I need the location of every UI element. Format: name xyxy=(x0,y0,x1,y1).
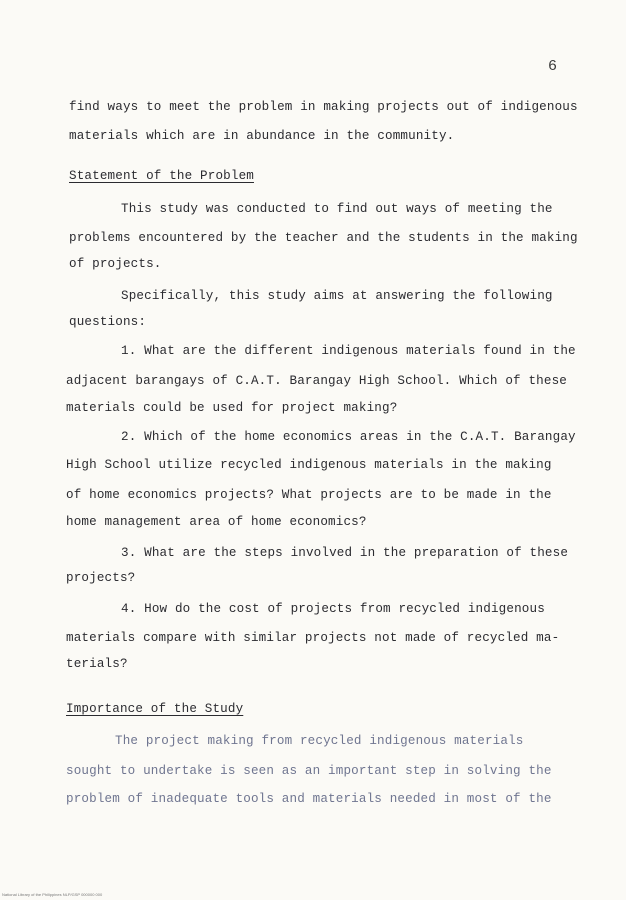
archive-footer: National Library of the Philippines NLP/GSP 000000 000 xyxy=(2,892,103,897)
question-line: materials compare with similar projects not made of recycled ma- xyxy=(66,631,560,645)
section-heading-importance: Importance of the Study xyxy=(66,702,244,716)
paragraph-line: sought to undertake is seen as an important step in solving the xyxy=(66,764,552,778)
question-line: High School utilize recycled indigenous materials in the making xyxy=(66,458,552,472)
question-line: adjacent barangays of C.A.T. Barangay High School. Which of these xyxy=(66,374,567,388)
section-heading-statement: Statement of the Problem xyxy=(69,169,254,183)
paragraph-line: Specifically, this study aims at answering the following xyxy=(121,289,553,303)
paragraph-line: problems encountered by the teacher and the students in the making xyxy=(69,231,578,245)
paragraph-line: of projects. xyxy=(69,257,162,271)
paragraph-line: This study was conducted to find out ways of meeting the xyxy=(121,202,553,216)
paragraph-line: problem of inadequate tools and materials needed in most of the xyxy=(66,792,552,806)
question-line: of home economics projects? What projects are to be made in the xyxy=(66,488,552,502)
question-line: 3. What are the steps involved in the preparation of these xyxy=(121,546,569,560)
paragraph-line: questions: xyxy=(69,315,147,329)
question-line: terials? xyxy=(66,657,128,671)
question-line: 4. How do the cost of projects from recycled indigenous xyxy=(121,602,545,616)
question-line: projects? xyxy=(66,571,136,585)
paragraph-line: The project making from recycled indigenous materials xyxy=(115,734,524,748)
page-number: 6 xyxy=(548,58,558,75)
question-line: 2. Which of the home economics areas in the C.A.T. Barangay xyxy=(121,430,576,444)
question-line: materials could be used for project making? xyxy=(66,401,398,415)
paragraph-line: materials which are in abundance in the community. xyxy=(69,129,455,143)
paragraph-line: find ways to meet the problem in making projects out of indigenous xyxy=(69,100,578,114)
question-line: 1. What are the different indigenous materials found in the xyxy=(121,344,576,358)
question-line: home management area of home economics? xyxy=(66,515,367,529)
